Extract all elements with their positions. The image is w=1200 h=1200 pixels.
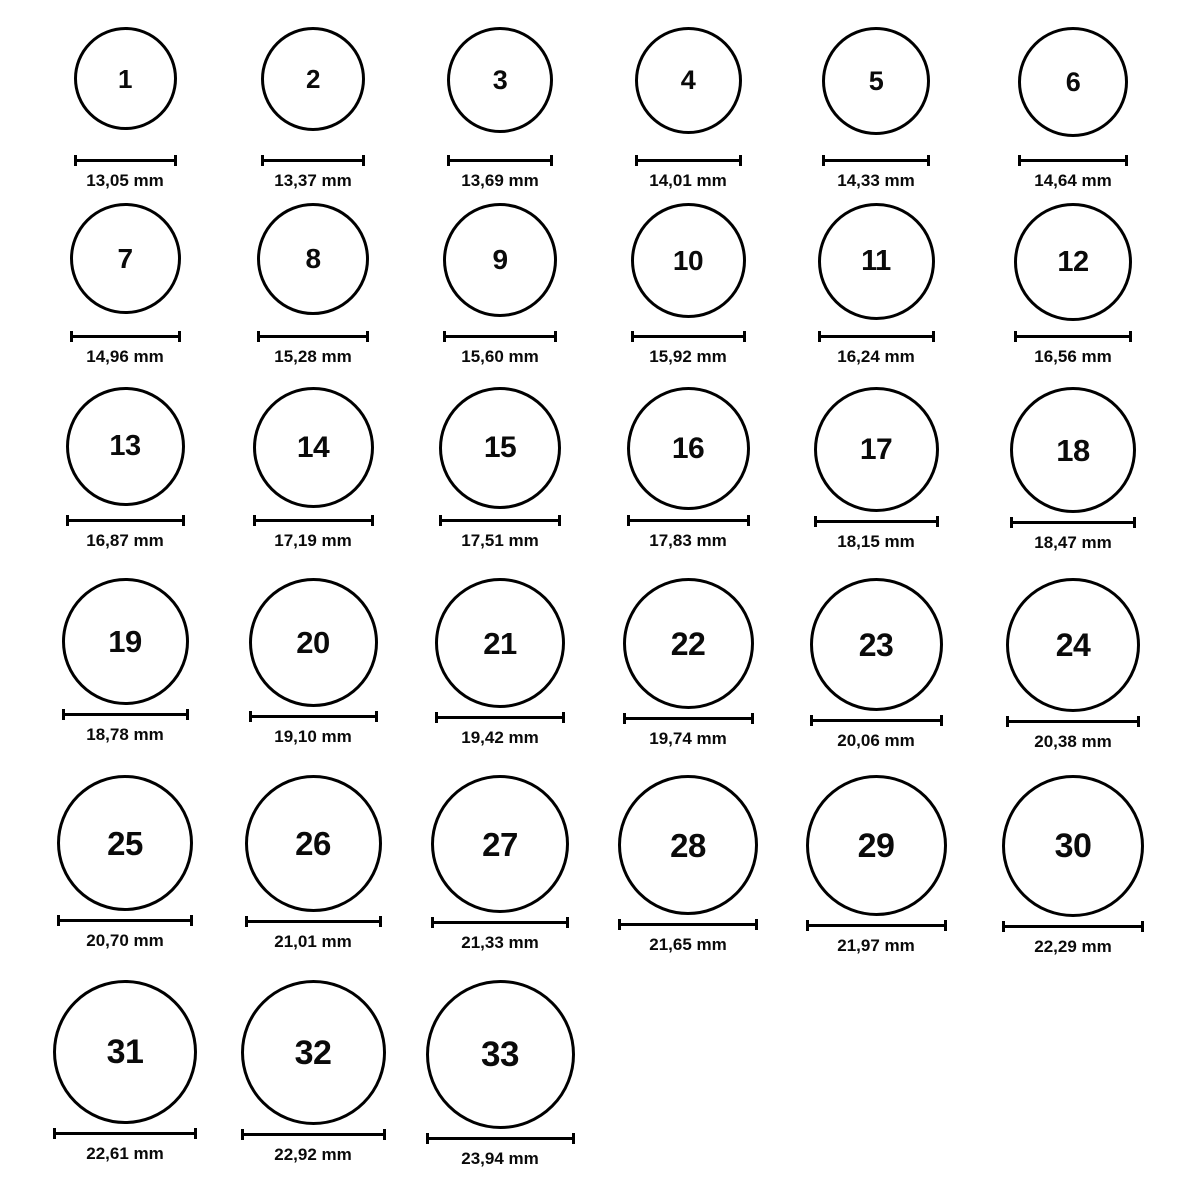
dimension-line: [623, 717, 754, 720]
ring-size-cell: [50, 387, 200, 551]
ring-size-number: 24: [1055, 627, 1091, 663]
dimension-end-cap-left: [1018, 155, 1021, 166]
ring-size-cell: [801, 775, 951, 956]
dimension-bar: [57, 915, 193, 925]
ring-circle: [70, 203, 181, 314]
dimension-bar: [70, 331, 181, 341]
dimension-bar: [822, 155, 930, 165]
dimension-bar: [806, 920, 947, 930]
dimension-end-cap-left: [426, 1133, 429, 1144]
ring-size-number: 31: [106, 1033, 144, 1071]
dimension-line: [253, 519, 374, 522]
diameter-label: 17,51 mm: [461, 531, 539, 550]
ring-circle: [623, 578, 754, 709]
dimension-bar: [431, 917, 569, 927]
ring-size-cell: [613, 578, 763, 749]
dimension-line: [241, 1133, 386, 1136]
dimension-line: [1010, 521, 1136, 524]
dimension-end-cap-right: [747, 515, 750, 526]
dimension-bar: [426, 1133, 575, 1143]
dimension-bar: [249, 711, 378, 721]
ring-circle: [257, 203, 369, 315]
dimension-line: [426, 1137, 575, 1140]
dimension-bar: [241, 1129, 386, 1139]
ring-size-cell: [50, 203, 200, 367]
ring-size-number: 13: [109, 430, 141, 462]
dimension-bar: [618, 919, 758, 929]
dimension-end-cap-left: [635, 155, 638, 166]
dimension-end-cap-left: [818, 331, 821, 342]
dimension-line: [818, 335, 935, 338]
ring-size-number: 29: [857, 826, 895, 865]
dimension-end-cap-right: [190, 915, 193, 926]
dimension-end-cap-left: [53, 1128, 56, 1139]
dimension-end-cap-right: [379, 916, 382, 927]
dimension-line: [1006, 720, 1140, 723]
ring-circle: [253, 387, 374, 508]
ring-size-cell: [238, 775, 388, 952]
dimension-end-cap-right: [1137, 716, 1140, 727]
dimension-end-cap-left: [623, 713, 626, 724]
ring-size-number: 14: [296, 430, 330, 464]
diameter-label: 21,33 mm: [461, 933, 539, 952]
dimension-end-cap-right: [362, 155, 365, 166]
dimension-line: [66, 519, 185, 522]
ring-size-cell: [238, 980, 388, 1165]
dimension-end-cap-right: [1141, 921, 1144, 932]
dimension-bar: [1014, 331, 1132, 341]
diameter-label: 20,70 mm: [86, 931, 164, 950]
dimension-end-cap-right: [940, 715, 943, 726]
ring-size-cell: [613, 775, 763, 955]
diameter-label: 16,56 mm: [1034, 347, 1112, 366]
dimension-line: [447, 159, 553, 162]
dimension-bar: [627, 515, 750, 525]
ring-size-number: 8: [305, 243, 321, 274]
dimension-bar: [1002, 921, 1144, 931]
dimension-end-cap-left: [435, 712, 438, 723]
diameter-label: 22,61 mm: [86, 1144, 164, 1163]
ring-size-number: 27: [482, 825, 518, 863]
ring-circle: [1014, 203, 1132, 321]
diameter-label: 22,29 mm: [1034, 937, 1112, 956]
diameter-label: 16,87 mm: [86, 531, 164, 550]
diameter-label: 22,92 mm: [274, 1145, 352, 1164]
dimension-end-cap-left: [245, 916, 248, 927]
dimension-line: [62, 713, 189, 716]
dimension-end-cap-right: [186, 709, 189, 720]
dimension-bar: [439, 515, 561, 525]
diameter-label: 17,83 mm: [649, 531, 727, 550]
diameter-label: 16,24 mm: [837, 347, 915, 366]
ring-circle: [249, 578, 378, 707]
dimension-end-cap-left: [631, 331, 634, 342]
dimension-end-cap-right: [182, 515, 185, 526]
ring-size-cell: [801, 387, 951, 552]
dimension-end-cap-left: [1014, 331, 1017, 342]
dimension-line: [431, 921, 569, 924]
dimension-end-cap-left: [822, 155, 825, 166]
ring-size-cell: [998, 203, 1148, 367]
ring-size-cell: [238, 203, 388, 367]
dimension-end-cap-right: [371, 515, 374, 526]
diameter-label: 19,10 mm: [274, 727, 352, 746]
ring-size-number: 5: [868, 65, 884, 96]
dimension-end-cap-right: [375, 711, 378, 722]
dimension-bar: [1018, 155, 1128, 165]
dimension-end-cap-left: [1002, 921, 1005, 932]
dimension-line: [806, 924, 947, 927]
ring-size-cell: [425, 775, 575, 953]
ring-circle: [62, 578, 189, 705]
ring-circle: [443, 203, 557, 317]
diameter-label: 19,42 mm: [461, 728, 539, 747]
ring-circle: [74, 27, 177, 130]
dimension-line: [257, 335, 369, 338]
dimension-line: [245, 920, 382, 923]
ring-size-number: 1: [118, 63, 132, 94]
ring-size-number: 18: [1056, 432, 1090, 468]
dimension-line: [74, 159, 177, 162]
dimension-end-cap-left: [627, 515, 630, 526]
ring-circle: [447, 27, 553, 133]
dimension-bar: [1006, 716, 1140, 726]
ring-size-cell: [50, 27, 200, 191]
dimension-line: [435, 716, 565, 719]
dimension-line: [70, 335, 181, 338]
ring-circle: [57, 775, 193, 911]
diameter-label: 20,38 mm: [1034, 732, 1112, 751]
ring-circle: [618, 775, 758, 915]
dimension-bar: [443, 331, 557, 341]
ring-size-cell: [998, 578, 1148, 752]
dimension-end-cap-right: [572, 1133, 575, 1144]
dimension-end-cap-left: [74, 155, 77, 166]
dimension-bar: [53, 1128, 197, 1138]
ring-circle: [814, 387, 939, 512]
ring-circle: [635, 27, 742, 134]
diameter-label: 14,33 mm: [837, 171, 915, 190]
diameter-label: 13,05 mm: [86, 171, 164, 190]
ring-size-number: 25: [107, 824, 143, 862]
dimension-end-cap-right: [178, 331, 181, 342]
ring-circle: [241, 980, 386, 1125]
ring-size-cell: [425, 980, 575, 1169]
dimension-bar: [66, 515, 185, 525]
diameter-label: 19,74 mm: [649, 729, 727, 748]
dimension-end-cap-right: [562, 712, 565, 723]
dimension-line: [1018, 159, 1128, 162]
dimension-bar: [635, 155, 742, 165]
dimension-bar: [447, 155, 553, 165]
ring-circle: [1002, 775, 1144, 917]
dimension-end-cap-left: [253, 515, 256, 526]
ring-size-cell: [238, 387, 388, 551]
ring-circle: [245, 775, 382, 912]
dimension-end-cap-right: [554, 331, 557, 342]
dimension-end-cap-right: [566, 917, 569, 928]
ring-circle: [431, 775, 569, 913]
dimension-end-cap-right: [936, 516, 939, 527]
dimension-end-cap-right: [751, 713, 754, 724]
diameter-label: 18,78 mm: [86, 725, 164, 744]
diameter-label: 14,64 mm: [1034, 171, 1112, 190]
ring-circle: [822, 27, 930, 135]
dimension-end-cap-right: [1125, 155, 1128, 166]
diameter-label: 18,15 mm: [837, 532, 915, 551]
diameter-label: 23,94 mm: [461, 1149, 539, 1168]
dimension-bar: [818, 331, 935, 341]
diameter-label: 13,69 mm: [461, 171, 539, 190]
ring-size-cell: [998, 387, 1148, 553]
dimension-bar: [814, 516, 939, 526]
dimension-bar: [257, 331, 369, 341]
dimension-line: [814, 520, 939, 523]
ring-size-number: 23: [858, 626, 894, 663]
dimension-bar: [261, 155, 365, 165]
dimension-end-cap-left: [618, 919, 621, 930]
diameter-label: 20,06 mm: [837, 731, 915, 750]
dimension-end-cap-left: [814, 516, 817, 527]
ring-size-cell: [425, 27, 575, 191]
dimension-line: [631, 335, 746, 338]
ring-size-number: 12: [1057, 245, 1089, 278]
ring-size-cell: [425, 387, 575, 551]
ring-size-number: 21: [483, 625, 517, 661]
dimension-end-cap-right: [944, 920, 947, 931]
dimension-end-cap-left: [70, 331, 73, 342]
ring-size-cell: [998, 27, 1148, 191]
dimension-end-cap-left: [249, 711, 252, 722]
ring-circle: [66, 387, 185, 506]
ring-circle: [810, 578, 943, 711]
dimension-end-cap-right: [366, 331, 369, 342]
ring-circle: [53, 980, 197, 1124]
ring-size-number: 17: [859, 432, 893, 466]
ring-circle: [1006, 578, 1140, 712]
diameter-label: 21,65 mm: [649, 935, 727, 954]
ring-size-cell: [801, 27, 951, 191]
dimension-line: [439, 519, 561, 522]
diameter-label: 21,97 mm: [837, 936, 915, 955]
dimension-bar: [62, 709, 189, 719]
dimension-end-cap-left: [241, 1129, 244, 1140]
dimension-end-cap-left: [1010, 517, 1013, 528]
ring-circle: [261, 27, 365, 131]
ring-size-cell: [801, 578, 951, 751]
dimension-end-cap-right: [558, 515, 561, 526]
dimension-end-cap-left: [439, 515, 442, 526]
dimension-line: [443, 335, 557, 338]
ring-size-cell: [50, 578, 200, 745]
dimension-line: [635, 159, 742, 162]
dimension-line: [618, 923, 758, 926]
diameter-label: 14,96 mm: [86, 347, 164, 366]
dimension-bar: [74, 155, 177, 165]
ring-circle: [631, 203, 746, 318]
dimension-end-cap-right: [1133, 517, 1136, 528]
ring-size-cell: [50, 980, 200, 1164]
diameter-label: 15,60 mm: [461, 347, 539, 366]
diameter-label: 14,01 mm: [649, 171, 727, 190]
dimension-end-cap-left: [261, 155, 264, 166]
ring-circle: [1018, 27, 1128, 137]
dimension-line: [57, 919, 193, 922]
ring-size-number: 10: [672, 244, 704, 276]
dimension-bar: [631, 331, 746, 341]
dimension-line: [627, 519, 750, 522]
dimension-end-cap-right: [194, 1128, 197, 1139]
dimension-line: [810, 719, 943, 722]
ring-size-number: 4: [680, 65, 696, 95]
dimension-end-cap-left: [443, 331, 446, 342]
ring-size-cell: [238, 27, 388, 191]
ring-circle: [806, 775, 947, 916]
ring-circle: [426, 980, 575, 1129]
dimension-line: [822, 159, 930, 162]
dimension-end-cap-left: [66, 515, 69, 526]
dimension-end-cap-right: [755, 919, 758, 930]
dimension-line: [249, 715, 378, 718]
dimension-end-cap-right: [932, 331, 935, 342]
dimension-bar: [245, 916, 382, 926]
dimension-line: [1014, 335, 1132, 338]
dimension-end-cap-left: [806, 920, 809, 931]
ring-size-cell: [613, 387, 763, 551]
ring-size-number: 7: [117, 242, 133, 274]
ring-size-cell: [238, 578, 388, 747]
dimension-end-cap-left: [431, 917, 434, 928]
ring-size-cell: [425, 203, 575, 367]
dimension-line: [1002, 925, 1144, 928]
ring-size-number: 16: [671, 431, 705, 465]
diameter-label: 15,28 mm: [274, 347, 352, 366]
ring-size-number: 6: [1065, 66, 1081, 97]
ring-size-number: 22: [670, 625, 706, 662]
dimension-line: [53, 1132, 197, 1135]
ring-size-cell: [998, 775, 1148, 957]
dimension-line: [261, 159, 365, 162]
ring-circle: [1010, 387, 1136, 513]
ring-circle: [627, 387, 750, 510]
dimension-end-cap-left: [257, 331, 260, 342]
dimension-end-cap-left: [62, 709, 65, 720]
ring-size-number: 30: [1054, 827, 1092, 865]
dimension-end-cap-right: [174, 155, 177, 166]
ring-circle: [435, 578, 565, 708]
ring-circle: [439, 387, 561, 509]
ring-size-cell: [50, 775, 200, 951]
diameter-label: 21,01 mm: [274, 932, 352, 951]
dimension-end-cap-left: [447, 155, 450, 166]
dimension-end-cap-right: [383, 1129, 386, 1140]
ring-size-cell: [613, 27, 763, 191]
dimension-end-cap-right: [739, 155, 742, 166]
dimension-end-cap-left: [810, 715, 813, 726]
ring-size-number: 32: [294, 1033, 332, 1072]
ring-size-number: 2: [306, 64, 320, 94]
dimension-end-cap-right: [743, 331, 746, 342]
dimension-bar: [623, 713, 754, 723]
ring-size-number: 28: [670, 826, 706, 864]
dimension-bar: [810, 715, 943, 725]
dimension-end-cap-right: [550, 155, 553, 166]
ring-size-number: 15: [483, 431, 517, 464]
ring-size-number: 20: [296, 625, 330, 660]
ring-size-cell: [613, 203, 763, 367]
dimension-end-cap-right: [927, 155, 930, 166]
dimension-bar: [1010, 517, 1136, 527]
ring-size-number: 9: [492, 244, 508, 275]
ring-size-cell: [425, 578, 575, 748]
dimension-end-cap-left: [1006, 716, 1009, 727]
ring-size-number: 3: [492, 64, 508, 95]
ring-size-number: 33: [481, 1035, 519, 1074]
dimension-bar: [253, 515, 374, 525]
dimension-end-cap-left: [57, 915, 60, 926]
dimension-end-cap-right: [1129, 331, 1132, 342]
dimension-bar: [435, 712, 565, 722]
diameter-label: 13,37 mm: [274, 171, 352, 190]
diameter-label: 18,47 mm: [1034, 533, 1112, 552]
ring-circle: [818, 203, 935, 320]
ring-size-cell: [801, 203, 951, 367]
diameter-label: 17,19 mm: [274, 531, 352, 550]
diameter-label: 15,92 mm: [649, 347, 727, 366]
ring-size-number: 19: [108, 624, 142, 659]
ring-size-number: 26: [295, 825, 331, 862]
ring-size-number: 11: [861, 245, 891, 277]
